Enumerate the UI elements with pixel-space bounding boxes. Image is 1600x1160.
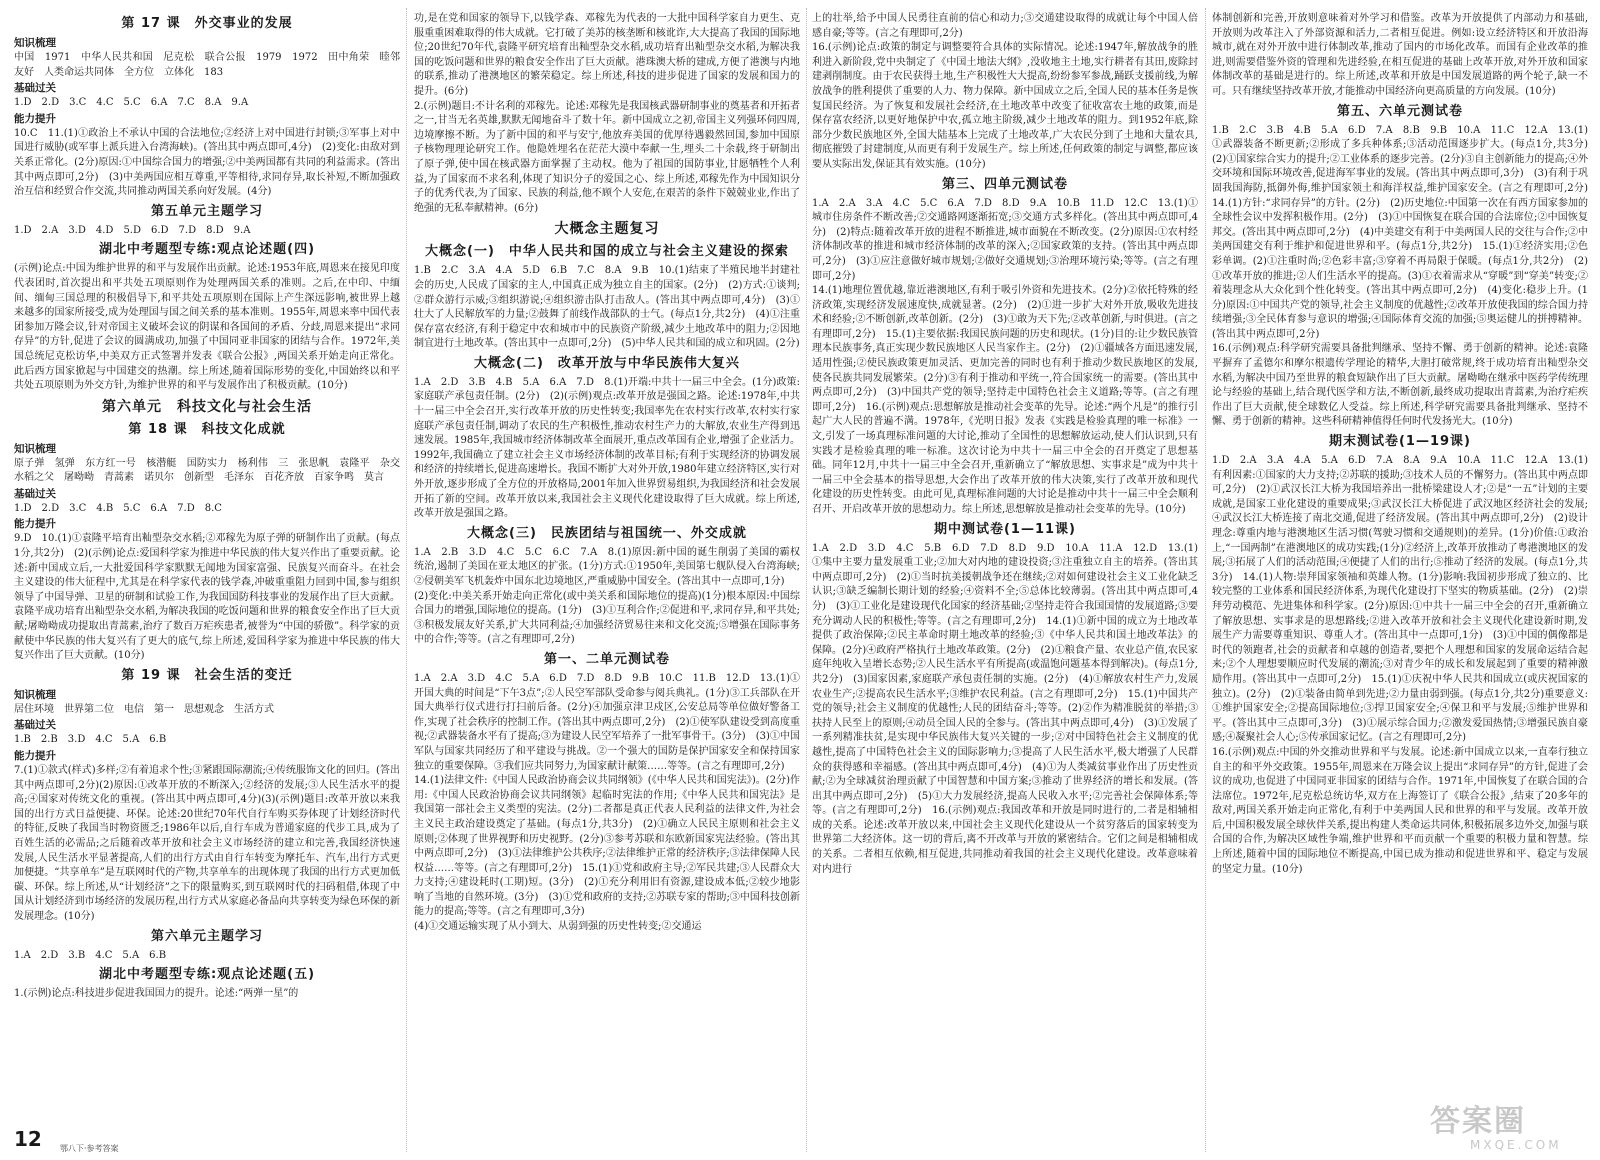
answer-paragraph: 1.A 2.D 3.B 4.C 5.A 6.B xyxy=(14,949,167,961)
section-heading: 第三、四单元测试卷 xyxy=(941,176,1068,192)
answer-paragraph: 1.D 2.D 3.C 4.B 5.C 6.A 7.D 8.C xyxy=(14,502,222,514)
answer-paragraph: 1.A 2.D 3.B 4.B 5.A 6.A 7.D 8.(1)开端:中共十一届三中全会。(1分)政策:家庭联产承包责任制。(2分) (2)(示例)观点:改革开放是强国之路。论述:1978年,中共十一届三中全会召开,实行改革开放的历史性转变;我国率先在农村实行改革,农村实行家庭联产承包责任制,调动了农民的生产积极性,推动农村生产力的大解放,农业生产得到迅速发展。1985年,我国城市经济体制改革全面展开,重点改革国有企业,增强了企业活力。1992年,我国确立了建立社会主义市场经济体制的改革目标;有利于实现经济的协调发展和经济的持续增长,促进高速增长。我国不断扩大对外开放,1980年建立经济特区,实行对外开放,逐步形成了全方位的开放格局,2001年加入世界贸易组织,为我国经济和社会发展开拓了新的空间。改革开放以来,我国社会主义现代化建设取得了巨大成就。综上所述,改革开放是强国之路。 xyxy=(414,376,800,520)
answer-paragraph: 1.A 2.A 3.D 4.C 5.A 6.D 7.D 8.D 9.B 10.C 11.B 12.D 13.(1)①开国大典的时间是“下午3点”;②人民空军部队受命参与阅兵典礼。(1分)③工兵部队在开国大典举行仪式进行打扫前后备。(2分)④加强京津卫戍区,公安总局等单位做好警备工作,实现了社会秩序的控制工作。(答出其中两点即可,2分) (2)①使军队建设受到高度重视;②武器装备水平有了提高;③为建设人民空军培养了一批军事骨干。(3分) (3)①中国军队与国家共同经历了和平建设与挑战。②一个强大的国防是保护国家安全和保持国家独立的重要保障。③我们应共同努力,为国家献计献策……等等。(言之有理即可,2分) xyxy=(414,672,800,772)
sub-heading: 知识梳理 xyxy=(14,37,56,49)
sub-heading: 能力提升 xyxy=(14,518,56,531)
answer-paragraph: 功,是在党和国家的领导下,以钱学森、邓稼先为代表的一大批中国科学家自力更生、克服重重困难取得的伟大成就。它打破了美苏的核垄断和核讹诈,大大提高了我国的国际地位;20世纪70年代,袁隆平研究培育出籼型杂交水稻,成功培育出籼型杂交水稻,为解决我国的吃饭问题和世界的粮食安全作出了巨大贡献。港珠澳大桥的建成,方便了港澳与内地的联系,推动了港澳地区的繁荣稳定。综上所述,科技的进步促进了国家的发展和国力的提升。(6分) xyxy=(414,13,800,97)
answer-paragraph: 1.D 2.A 3.A 4.A 5.A 6.D 7.A 8.A 9.A 10.A 11.C 12.A 13.(1)有利因素:①国家的大力支持;②苏联的援助;③技术人员的不懈努力。(答出其中两点即可,2分) (2)①武汉长江大桥为我国培养出一批桥梁建设人才;②是“一五”计划的主要成就,是国家工业化建设的重要成果;③武汉长江大桥促进了武汉地区经济社会的发展;④武汉长江大桥连接了南北交通,促进了经济发展。(答出其中两点即可,2分) (2)设计理念:尊重内地与港澳地区生活习惯(驾驶习惯和交通规则)的差异。(1分)价值:①政治上,“一国两制”在港澳地区的成功实践;(1分)②经济上,改革开放推动了粤港澳地区的发展;③拓展了人们的活动范围;④便捷了人们的出行;⑤推动了经济的发展。(每点1分,共3分) 14.(1)人物:崇拜国家领袖和英雄人物。(1分)影响:我国初步形成了独立的、比较完整的工业体系和国民经济体系,为现代化建设打下坚实的物质基础。(2分) (2)崇拜劳动模范、先进集体和科学家。(2分)原因:①中共十一届三中全会的召开,重新确立了解放思想、实事求是的思想路线;②进入改革开放和社会主义现代化建设新时期,发展生产力需要尊重知识、尊重人才。(答出其中一点即可,1分) (3)①中国的偶像都是时代的领跑者,社会的贡献者和卓越的创造者,要把个人理想和国家的发展命运结合起来;②个人理想要顺应时代发展的潮流;③对青少年的成长和发展起到了重要的精神激励作用。(答出其中一点即可,2分) 15.(1)①庆祝中华人民共和国成立(或庆祝国家的独立)。(2分) (2)①装备由简单到先进;②力量由弱到强。(每点1分,共2分)重要意义:①维护国家安全;②提高国际地位;③捍卫国家安全;④保卫和平与发展;⑤维护世界和平。(答出其中三点即可,3分) (3)①展示综合国力;②激发爱国热情;③增强民族自豪感;④凝聚社会人心;⑤传承国家记忆。(言之有理即可,2分) xyxy=(1212,455,1588,744)
answer-paragraph: 10.C 11.(1)①政治上不承认中国的合法地位;②经济上对中国进行封锁;③军事上对中国进行威胁(或军事上派兵进入台湾海峡)。(答出其中两点即可,4分) (2)变化:由敌对到关系正常化。(2分)原因:①中国综合国力的增强;②中美两国都有共同的利益需求。(答出其中两点即可,2分) (3)中美两国应相互尊重,平等相待,求同存异,取长补短,不断加强政治互信和经贸合作交流,共同推动两国关系向好发展。(4分) xyxy=(14,127,400,198)
sub-heading: 知识梳理 xyxy=(14,442,56,455)
column-3 xyxy=(812,12,1198,1132)
watermark-url: MXQE.COM xyxy=(1470,1138,1562,1152)
answer-paragraph: (2)变化:中美关系开始走向正常化(或中美关系和国际地位的提高)(1分)根本原因:中国综合国力的增强,国际地位的提高。(1分) (3)①互利合作;②促进和平,求同存异,和平共处;③积极发展友好关系,扩大共同利益;④加强经济贸易往来和文化交流;⑤增强在国际事务中的合作;等等。(言之有理即可,2分) xyxy=(414,590,800,646)
answer-paragraph: 1.D 2.D 3.C 4.C 5.C 6.A 7.C 8.A 9.A xyxy=(14,97,249,109)
answer-paragraph: (示例)论点:中国为维护世界的和平与发展作出贡献。论述:1953年底,周恩来在接见印度代表团时,首次提出和平共处五项原则作为处理两国关系的准则。之后,在中印、中缅间、缅甸三国总理的积极倡导下,和平共处五项原则在国际上产生深远影响,被世界上越来越多的国家所接受,成为处理国与国之间关系的基本准则。1955年,周恩来率中国代表团参加万隆会议,针对帝国主义破坏会议的阴谋和各国间的矛盾、分歧,周恩来提出“求同存异”的方针,促进了会议的圆满成功,加强了中国同亚非国家的团结与合作。1972年,美国总统尼克松访华,中美双方正式签署并发表《联合公报》,两国关系开始走向正常化。此后西方国家掀起与中国建交的热潮。综上所述,随着国际形势的变化,中国始终以和平共处五项原则为外交方针,为维护世界的和平与发展作出了积极贡献。(10分) xyxy=(14,263,400,392)
answer-paragraph: 1.D 2.A 3.D 4.D 5.D 6.D 7.D 8.D 9.A xyxy=(14,224,251,236)
section-heading: 期中测试卷(1—11课) xyxy=(933,521,1077,537)
answer-paragraph: 1.B 2.C 3.A 4.A 5.D 6.B 7.C 8.A 9.B 10.(1)结束了半殖民地半封建社会的历史,人民成了国家的主人,中国真正成为独立自主的国家。(2分) (2)方式:①谈判;②群众游行示威;③组织游说;④组织游击队打击敌人。(答出其中两点即可,4分) (3)①壮大了人民解放军的力量;②鼓舞了前线作战部队的士气。(每点1分,共2分) (4)①注重保存富农经济,有利于稳定中农和城市中的民族资产阶级,减少土地改革中的阻力;②因地制宜进行土地改革。(答出其中一点即可,2分) (5)中华人民共和国的成立和巩固。(2分) xyxy=(414,265,800,350)
answer-paragraph: 中国 1971 中华人民共和国 尼克松 联合公报 1979 1972 田中角荣 睦邻友好 人类命运共同体 全方位 立体化 183 xyxy=(14,52,400,78)
column-4 xyxy=(1212,12,1598,1132)
section-heading: 期末测试卷(1—19课) xyxy=(1328,434,1472,450)
answer-paragraph: 1.(示例)论点:科技进步促进我国国力的提升。论述:“两弹一星”的 xyxy=(14,988,299,1000)
sub-heading: 能力提升 xyxy=(14,112,56,125)
unit-heading: 大概念主题复习 xyxy=(554,221,660,238)
sub-heading: 知识梳理 xyxy=(14,688,56,701)
answer-paragraph: 体制创新和完善,开放则意味着对外学习和借鉴。改革为开放提供了内部动力和基础,开放则为改革注入了外部资源和活力,二者相互促进。例如:设立经济特区和开放沿海城市,就在对外开放中进行体制改革,推动了国内的市场化改革。而国有企业改革的推进,则需要借鉴外资的管理和先进经验,在相互促进的基础上改革开放,对外开放和国家体制改革的基础是进行的。综上所述,改革和开放是中国发展道路的两个轮子,缺一不可。只有继续坚持改革开放,才能推动中国经济向更高质量的方向发展。(10分) xyxy=(1212,13,1588,97)
column-1 xyxy=(14,12,400,1132)
answer-paragraph: 1.B 2.B 3.D 4.C 5.A 6.B xyxy=(14,734,167,746)
answer-paragraph: 16.(示例)论点:政策的制定与调整要符合具体的实际情况。论述:1947年,解放战争的胜利进入新阶段,党中央制定了《中国土地法大纲》,没收地主土地,实行耕者有其田,废除封建剥削制度。由于农民获得土地,生产积极性大大提高,纷纷参军参战,踊跃支援前线,为解放战争的胜利提供了重要的人力、物力保障。新中国成立之后,全国人民的基本任务是恢复国民经济。为了恢复和发展社会经济,在土地改革中改变了征收富农土地的政策,而是保存富农经济,以更好地保护中农,孤立地主阶级,减少土地改革的阻力。到1952年底,除部分少数民族地区外,全国大陆基本上完成了土地改革,广大农民分到了土地和大量农具,彻底摧毁了封建制度,从而更有利于发展生产。综上所述,任何政策的制定与调整,都应该要从实际出发,保证其有效实施。(10分) xyxy=(812,42,1198,170)
answer-paragraph: 16.(示例)观点:科学研究需要具备批判继承、坚持不懈、勇于创新的精神。论述:袁隆平摒弃了孟德尔和摩尔根遗传学理论的精华,大胆打破常规,终于成功培育出籼型杂交水稻,为解决中国乃至世界的粮食短缺作出了巨大贡献。屠呦呦在继承中医药学传统理论与经验的基础上,结合现代医学和方法,不断创新,最终成功提取出青蒿素,为治疗疟疾作出了巨大贡献,使全球数亿人受益。综上所述,科学研究需要具备批判继承、坚持不懈、勇于创新的精神。这些科研精神值得任何时代发扬光大。(10分) xyxy=(1212,343,1588,428)
section-heading: 第五单元主题学习 xyxy=(150,203,263,219)
section-heading: 湖北中考题型专练:观点论述题(四) xyxy=(98,242,316,258)
sub-heading: 基础过关 xyxy=(14,487,56,500)
footer-subtitle: 鄂八下·参考答案 xyxy=(60,1144,119,1153)
column-divider xyxy=(406,8,407,1152)
watermark-logo xyxy=(1430,1106,1590,1154)
answer-paragraph: (4)①交通运输实现了从小到大、从弱到强的历史性转变;②交通运 xyxy=(414,921,702,933)
section-heading: 第 18 课 科技文化成就 xyxy=(128,421,286,437)
section-heading: 大概念(一) 中华人民共和国的成立与社会主义建设的探索 xyxy=(425,244,789,260)
section-heading: 第 19 课 社会生活的变迁 xyxy=(121,667,293,683)
section-heading: 第五、六单元测试卷 xyxy=(1336,103,1463,119)
page-number: 12 xyxy=(14,1127,42,1151)
sub-heading: 基础过关 xyxy=(14,82,56,95)
section-heading: 湖北中考题型专练:观点论述题(五) xyxy=(98,967,316,983)
page-footer xyxy=(14,1128,42,1150)
section-heading: 第一、二单元测试卷 xyxy=(543,651,670,667)
answer-paragraph: 1.B 2.C 3.B 4.B 5.A 6.D 7.A 8.B 9.B 10.A 11.C 12.A 13.(1)①武器装备不断更新;②形成了多兵种体系;③活动范围逐步扩大。(每点1分,共3分) (2)①国家综合实力的提升;②工业体系的逐步完善。(2分)③自主创新能力的提高;④外交环境和国际环境改善,促进海军事业的发展。(答出其中两点即可,3分) (3)有利于巩固我国海防,抵御外侮,维护国家领土和海洋权益,维护国家安全。(言之有理即可,2分) 14.(1)方针:“求同存异”的方针。(2分) (2)历史地位:中国第一次在有西方国家参加的全球性会议中发挥积极作用。(2分) (3)①中国恢复在联合国的合法席位;②中国恢复邦交。(答出其中两点即可,2分) (4)中美建交有利于中美两国人民的交往与合作;②中美两国建交有利于维护和促进世界和平。(每点1分,共2分) 15.(1)①经济实用;②色彩单调。(2)①注重时尚;②色彩丰富;③穿着不再局限于保暖。(每点1分,共2分) (2)①改革开放的推进;②人们生活水平的提高。(3)①衣着需求从“穿暖”到“穿美”转变;②着装理念从大众化到个性化转变。(答出其中两点即可,2分) (4)变化:稳步上升。(1分)原因:①中国共产党的领导,社会主义制度的优越性;②改革开放使我国的综合国力持续增强;③全民体育参与意识的增强;④国际体育交流的加强;⑤奥运健儿的拼搏精神。(答出其中两点即可,2分) xyxy=(1212,124,1598,340)
answer-paragraph: 1.A 2.A 3.A 4.C 5.C 6.A 7.D 8.D 9.A 10.B 11.D 12.C 13.(1)①城市住房条件不断改善;②交通路网逐渐拓宽;③交通方式多样化。(答出其中两点即可,4分) (2)特点:随着改革开放的进程不断推进,城市面貌在不断改变。(2分)原因:①农村经济体制改革的推进和城市经济体制的改革的深入;②国家政策的支持。(答出其中两点即可,2分) (3)①应注意做好城市规划;②做好交通规划;③治理环境污染;等等。(言之有理即可,2分) xyxy=(812,197,1198,282)
answer-paragraph: 上的壮举,给予中国人民勇往直前的信心和动力;③交通建设取得的成就让每个中国人倍感自豪;等等。(言之有理即可,2分) xyxy=(812,13,1198,39)
answer-paragraph: 原子弹 氢弹 东方红一号 核潜艇 国防实力 杨利伟 三 张思帆 袁隆平 杂交水稻之父 屠呦呦 青蒿素 诺贝尔 创新型 毛泽东 百花齐放 百家争鸣 莫言 xyxy=(14,457,400,484)
column-divider xyxy=(1205,8,1206,1152)
answer-paragraph: 2.(示例)题目:不计名利的邓稼先。论述:邓稼先是我国核武器研制事业的奠基者和开拓者之一,甘当无名英雄,默默无闻地奋斗了数十年。新中国成立之初,帝国主义列强环伺四周,边境摩擦不断。为了新中国的和平与安宁,他放弃美国的优厚待遇毅然回国,参加中国原子核物理理论研究工作。他隐姓埋名在茫茫大漠中奉献一生,埋头二十余载,终于研制出了原子弹,使中国在核武器方面掌握了主动权。他为了祖国的国防事业,甘愿牺牲个人利益,为了国家而不求名利,体现了知识分子的爱国之心、综上所述,邓稼先作为中国知识分子的优秀代表,为了国家、民族的利益,他不顾个人安危,在艰苦的条件下兢兢业业,作出了绝强的无私奉献精神。(6分) xyxy=(414,100,800,214)
answer-paragraph: 9.D 10.(1)①袁隆平培育出籼型杂交水稻;②邓稼先为原子弹的研制作出了贡献。(每点1分,共2分) (2)(示例)论点:爱国科学家为推进中华民族的伟大复兴作出了重要贡献。论述:新中国成立后,一大批爱国科学家默默无闻地为国家富强、民族复兴而奋斗。在社会主义建设的伟大征程中,尤其是在科学家代表的钱学森,冲破重重阻力回到中国,参与组织领导了中国导弹、卫星的研制和试验工作,为我国国防科技事业的发展作出了巨大贡献。袁隆平成功培育出籼型杂交水稻,为解决我国的吃饭问题和世界的粮食安全作出了巨大贡献;屠呦呦成功提取出青蒿素,治疗了数百万疟疾患者,被誉为“中国的骄傲”。科学家的贡献使中华民族的伟大复兴有了更大的底气,综上所述,爱国科学家为推进中华民族的伟大复兴作出了巨大贡献。(10分) xyxy=(14,533,400,662)
answer-paragraph: 14.(1)法律文件:《中国人民政治协商会议共同纲领》(《中华人民共和国宪法》)。(2分)作用:《中国人民政治协商会议共同纲领》起临时宪法的作用;《中华人民共和国宪法》是我国第一部社会主义类型的宪法。(2分)二者都是真正代表人民利益的法律文件,为社会主义民主政治建设奠定了基础。(每点1分,共3分) (2)①确立人民民主原则和社会主义原则;②体现了世界视野和历史视野。(2分)③参考苏联和东欧新国家宪法经验。(答出其中两点即可,2分) (3)①法律维护公共秩序;②法律维护正常的经济秩序;③法律保障人民权益……等等。(言之有理即可,2分) 15.(1)①党和政府主导;②军民共建;③人民群众大力支持;④建设耗时(工期)短。(3分) (2)①充分利用旧有资源,建设成本低;②较少地影响了当地的自然环境。(3分) (3)①党和政府的支持;②苏联专家的帮助;③中国科技创新能力的提高;等等。(言之有理即可,3分) xyxy=(414,775,800,918)
column-divider xyxy=(806,8,807,1152)
sub-heading: 基础过关 xyxy=(14,719,56,732)
answer-paragraph: 1.A 2.B 3.D 4.C 5.C 6.C 7.A 8.(1)原因:新中国的诞生削弱了美国的霸权统治,遏制了美国在亚太地区的扩张。(1分)方式:①1950年,美国第七舰队侵入台湾海峡;②侵朝美军飞机轰炸中国东北边境地区,严重威胁中国安全。(答出其中一点即可,1分) xyxy=(414,546,800,587)
column-2 xyxy=(414,12,800,1132)
section-heading: 第 17 课 外交事业的发展 xyxy=(121,16,293,31)
section-heading: 大概念(三) 民族团结与祖国统一、外交成就 xyxy=(467,525,747,541)
answer-paragraph: 14.(1)地理位置优越,靠近港澳地区,有利于吸引外资和先进技术。(2分)②依托特殊的经济政策,实现经济发展速度快,成就显著。(2分) (2)①进一步扩大对外开放,吸收先进技术和经验;②不断创新,改革创新。(2分) (3)①敢为天下先;②改革创新,与时俱进。(言之有理即可,2分) 15.(1)主要依据:我国民族问题的历史和现状。(1分)目的:让少数民族管理本民族事务,真正实现少数民族地区人民当家作主。(2分) (2)①疆域各方面迅速发展,适用性强;②使民族政策更加灵活、更加完善的同时也有利于推动少数民族地区的发展,使各民族共同发展繁荣。(2分)③有利于推动和平统一,符合国家统一的需要。(答出其中两点即可,2分) (3)中国共产党的领导;坚持走中国特色社会主义道路;等等。(言之有理即可,2分) 16.(示例)观点:思想解放是推动社会变革的先导。论述:“两个凡是”的推行引起广大人民的普遍不满。1978年,《光明日报》发表《实践是检验真理的唯一标准》一文,引发了一场真理标准问题的大讨论,推动了全国性的思想解放运动,使人们认识到,只有实践才是检验真理的唯一标准。这次讨论为中共十一届三中全会的召开奠定了思想基础。同年12月,中共十一届三中全会召开,重新确立了“解放思想、实事求是”成为中共十一届三中全会基本的指导思想,大会作出了改革开放的伟大决策,实行了改革开放和现代化建设的历史性转变。由此可见,真理标准问题的大讨论是推动中共十一届三中全会顺利召开、开启改革开放的思想动力。综上所述,思想解放是推动社会变革的先导。(10分) xyxy=(812,285,1198,515)
answer-paragraph: 16.(示例)观点:中国的外交推动世界和平与发展。论述:新中国成立以来,一直奉行独立自主的和平外交政策。1955年,周恩来在万隆会议上提出“求同存异”的方针,促进了会议的成功,也促进了中国同亚非国家的团结与合作。1971年,中国恢复了在联合国的合法席位。1972年,尼克松总统访华,双方在上海签订了《联合公报》,结束了20多年的敌对,两国关系开始走向正常化,有利于中美两国人民和世界的和平与发展。改革开放后,中国积极发展全球伙伴关系,提出构建人类命运共同体,积极拓展多边外交,加强与联合国的合作,为解决区域性争端,维护世界和平而贡献一个重要的积极力量和智慧。综上所述,随着中国的国际地位不断提高,中国已成为推动和促进世界和平、稳定与发展的坚定力量。(10分) xyxy=(1212,746,1588,875)
watermark-text: 答案圈 xyxy=(1430,1104,1526,1139)
section-heading: 第六单元主题学习 xyxy=(150,928,263,944)
answer-paragraph: 1.A 2.D 3.D 4.C 5.B 6.D 7.D 8.D 9.D 10.A 11.A 12.D 13.(1)①集中主要力量发展重工业;②加大对内地的建设投资;③注重独立自主的培养。(答出其中两点即可,2分) (2)①当时抗美援朝战争还在继续;②对如何建设社会主义工业化缺乏认识;③缺乏编制长期计划的经验;④资料不全;⑤总体比较薄弱。(答出其中两点即可,4分) (3)①工业化是建设现代化国家的经济基础;②坚持走符合我国国情的发展道路;③要充分调动人民的积极性;等等。(言之有理即可,2分) 14.(1)①新中国的成立为土地改革提供了政治保障;②民主革命时期土地改革的经验;③《中华人民共和国土地改革法》的保障。(2分)④政府严格执行土地改革政策。(2分) (2)①粮食产量、农业总产值,农民家庭年纯收入呈增长态势;②人民生活水平有所提高(或温饱问题基本得到解决)。(每点1分,共2分) (3)国家因素,家庭联产承包责任制的实施。(2分) (4)①解放农村生产力,发展农业生产;②提高农民生活水平;③维护农民利益。(言之有理即可,2分) 15.(1)中国共产党的领导;社会主义制度的优越性;人民的团结奋斗;等等。(2)②作为精准脱贫的举措;③扶持人民至上的原则;④动员全国人民的全参与。(答出其中两点即可,4分) (3)①发展了一系列精准扶贫,是实现中华民族伟大复兴关键的一步;②对中国特色社会主义制度的优越性,提高了中国特色社会主义的国际影响力;③提高了人民生活水平,极大增强了人民群众的获得感和幸福感。(答出其中两点即可,4分) (4)①为人类减贫事业作出了历史性贡献;②为全球减贫治理贡献了中国智慧和中国方案;③推动了世界经济的增长和发展。(答出其中两点即可,2分) (5)①大力发展经济,提高人民收入水平;②完善社会保障体系;等等。(言之有理即可,2分) 16.(示例)观点:我国改革和开放是同时进行的,二者是相辅相成的关系。论述:改革开放以来,中国社会主义现代化建设从一个贫穷落后的国家转变为世界第二大经济体。这一切的背后,离不开改革与开放的紧密结合。它们之间是相辅相成的关系。二者相互依赖,相互促进,共同推动着我国的社会主义现代化建设。改革意味着对内进行 xyxy=(812,542,1198,875)
unit-heading: 第六单元 科技文化与社会生活 xyxy=(102,398,312,415)
sub-heading: 能力提升 xyxy=(14,750,56,762)
answer-paragraph: 7.(1)①款式(样式)多样;②有着追求个性;③紧跟国际潮流;④传统服饰文化的回归。(答出其中两点即可,2分)(2)原因:①改革开放的不断深入;②经济的发展;③人民生活水平的提高;④国家对传统文化的重视。(答出其中两点即可,4分)(3)(示例)题目:改革开放以来我国的出行方式日益便捷、环保。论述:20世纪70年代自行车购买券体现了计划经济时代的特征,反映了我国当时物资匮乏;1986年以后,自行车成为普通家庭的代步工具,成为了百姓生活的必需品;之后随着改革开放和社会主义市场经济的建立和完善,我国经济快速发展,人民生活水平显著提高,人们的出行方式由自行车转变为摩托车、汽车,出行方式更加便捷。“共享单车”是互联网时代的产物,共享单车的出现体现了我国的出行方式更加低碳、环保。综上所述,从“计划经济”之下的限量购买,到互联网时代的扫码租借,体现了中国从计划经济到市场经济的发展历程,出行方式从家庭必备品向共享转变为绿色环保的新发展理念。(10分) xyxy=(14,765,400,922)
section-heading: 大概念(二) 改革开放与中华民族伟大复兴 xyxy=(474,355,740,371)
answer-paragraph: 居住环境 世界第二位 电信 第一 思想观念 生活方式 xyxy=(14,703,274,715)
